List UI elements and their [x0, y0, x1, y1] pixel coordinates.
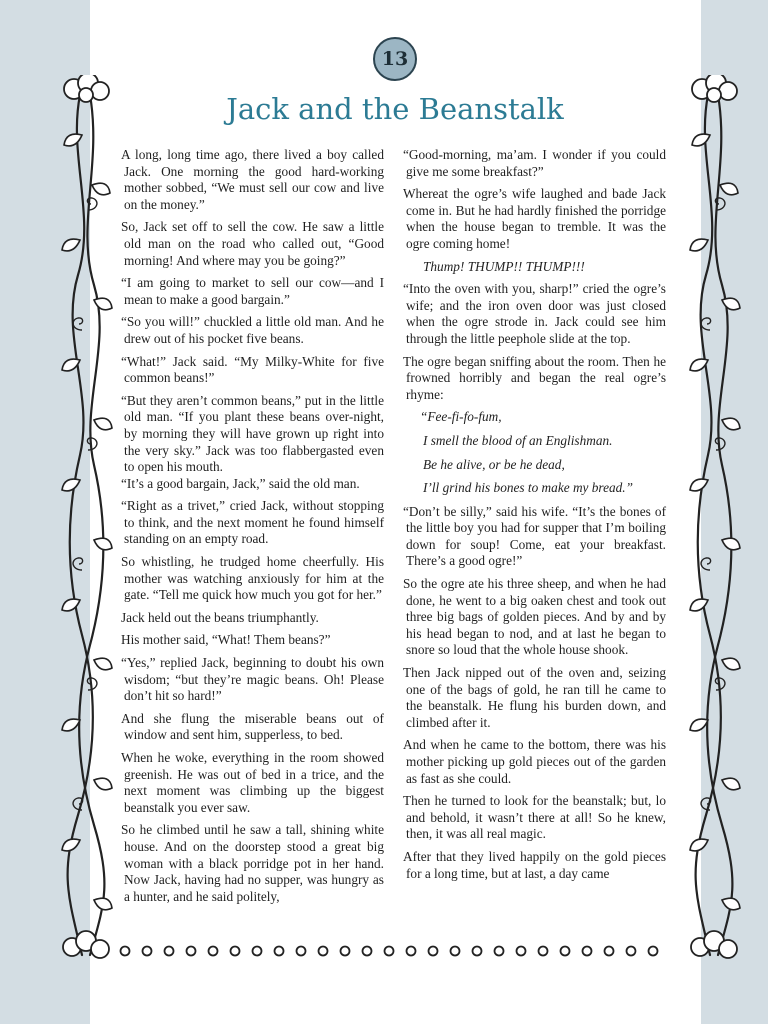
page-number-badge: 13	[373, 37, 417, 81]
left-text-column	[121, 147, 384, 911]
paragraph: And when he came to the bottom, there was his mother picking up gold pieces out of the garden as fast as she could.	[403, 737, 666, 786]
flower-icon	[64, 75, 109, 102]
beanstalk-vine-right-border	[686, 75, 742, 965]
bead-dot-row	[118, 944, 666, 958]
paragraph: After that they lived happily on the gold pieces for a long time, but at last, a day came	[403, 848, 666, 881]
paragraph: The ogre began sniffing about the room. Then he frowned horribly and began the real ogre’s rhyme:	[403, 353, 666, 402]
paragraph: So he climbed until he saw a tall, shining white house. And on the doorstep stood a great big woman with a black porridge pot in her hand. Now Jack, having had no supper, was hungry as a hunter, and he said politely,	[121, 822, 384, 904]
paragraph: When he woke, everything in the room showed greenish. He was out of bed in a trice, and the next moment was climbing up the biggest beanstalk you ever saw.	[121, 750, 384, 815]
paragraph: “I am going to market to sell our cow—and I mean to make a good bargain.”	[121, 275, 384, 307]
paragraph: Jack held out the beans triumphantly.	[121, 609, 319, 625]
paragraph: “So you will!” chuckled a little old man. And he drew out of his pocket five beans.	[121, 314, 384, 346]
rhyme-line: Be he alive, or be he dead,	[423, 456, 565, 472]
rhyme-line: I smell the blood of an Englishman.	[423, 432, 613, 448]
rhyme-line: I’ll grind his bones to make my bread.”	[423, 480, 634, 496]
paragraph: “Into the oven with you, sharp!” cried the ogre’s wife; and the iron oven door was just closed when the ogre strode in. Jack could see him through the little peephole slide at the top.	[403, 281, 666, 346]
paragraph: “Don’t be silly,” said his wife. “It’s the bones of the little boy you had for supper that I’m boiling down for soup! Come, eat your breakfast. There’s a good ogre!”	[403, 503, 666, 569]
rhyme-line: “Fee-fi-fo-fum,	[420, 409, 502, 425]
sound-effect-text: Thump! THUMP!! THUMP!!!	[423, 258, 585, 274]
page-title: Jack and the Beanstalk	[226, 92, 564, 126]
right-text-column	[403, 147, 666, 888]
paragraph: Whereat the ogre’s wife laughed and bade Jack come in. But he had hardly finished the porridge when the house began to tremble. It was the ogre coming home!	[403, 186, 666, 251]
beanstalk-vine-left-border	[58, 75, 114, 965]
paragraph: So the ogre ate his three sheep, and when he had done, he went to a big oaken chest and took out three big bags of golden pieces. And by and by his head began to nod, and at last he began to snore so loud that the whole house shook.	[403, 576, 666, 658]
paragraph: A long, long time ago, there lived a boy called Jack. One morning the good hard-working mother sobbed, “We must sell our cow and live on the money.”	[121, 147, 384, 212]
paragraph: “But they aren’t common beans,” put in the little old man. “If you plant these beans over-night, by morning they will have grown up right into the very sky.” Jack was too flabbergasted even to open his mouth.	[121, 392, 384, 475]
paragraph: So whistling, he trudged home cheerfully. His mother was watching anxiously for him at the gate. “Tell me quick how much you got for her.”	[121, 554, 384, 603]
paragraph: “Right as a trivet,” cried Jack, without stopping to think, and the next moment he found himself standing on an empty road.	[121, 498, 384, 547]
paragraph: “Yes,” replied Jack, beginning to doubt his own wisdom; “but they’re magic beans. Oh! Please don’t hit so hard!”	[121, 655, 384, 704]
paragraph: “It’s a good bargain, Jack,” said the old man.	[121, 475, 360, 491]
paragraph: “What!” Jack said. “My Milky-White for five common beans!”	[121, 353, 384, 386]
paragraph: Then Jack nipped out of the oven and, seizing one of the bags of gold, he ran till he came to the beanstalk. He flung his burden down, and climbed after it.	[403, 665, 666, 730]
paragraph: Then he turned to look for the beanstalk; but, lo and behold, it wasn’t there at all! So he knew, then, it was all real magic.	[403, 793, 666, 842]
paragraph: So, Jack set off to sell the cow. He saw a little old man on the road who called out, “Good morning! And where may you be going?”	[121, 219, 384, 268]
flower-icon	[692, 75, 737, 102]
paragraph: His mother said, “What! Them beans?”	[121, 632, 331, 648]
paragraph: And she flung the miserable beans out of window and sent him, supperless, to bed.	[121, 710, 384, 743]
paragraph: “Good-morning, ma’am. I wonder if you could give me some breakfast?”	[403, 147, 666, 179]
